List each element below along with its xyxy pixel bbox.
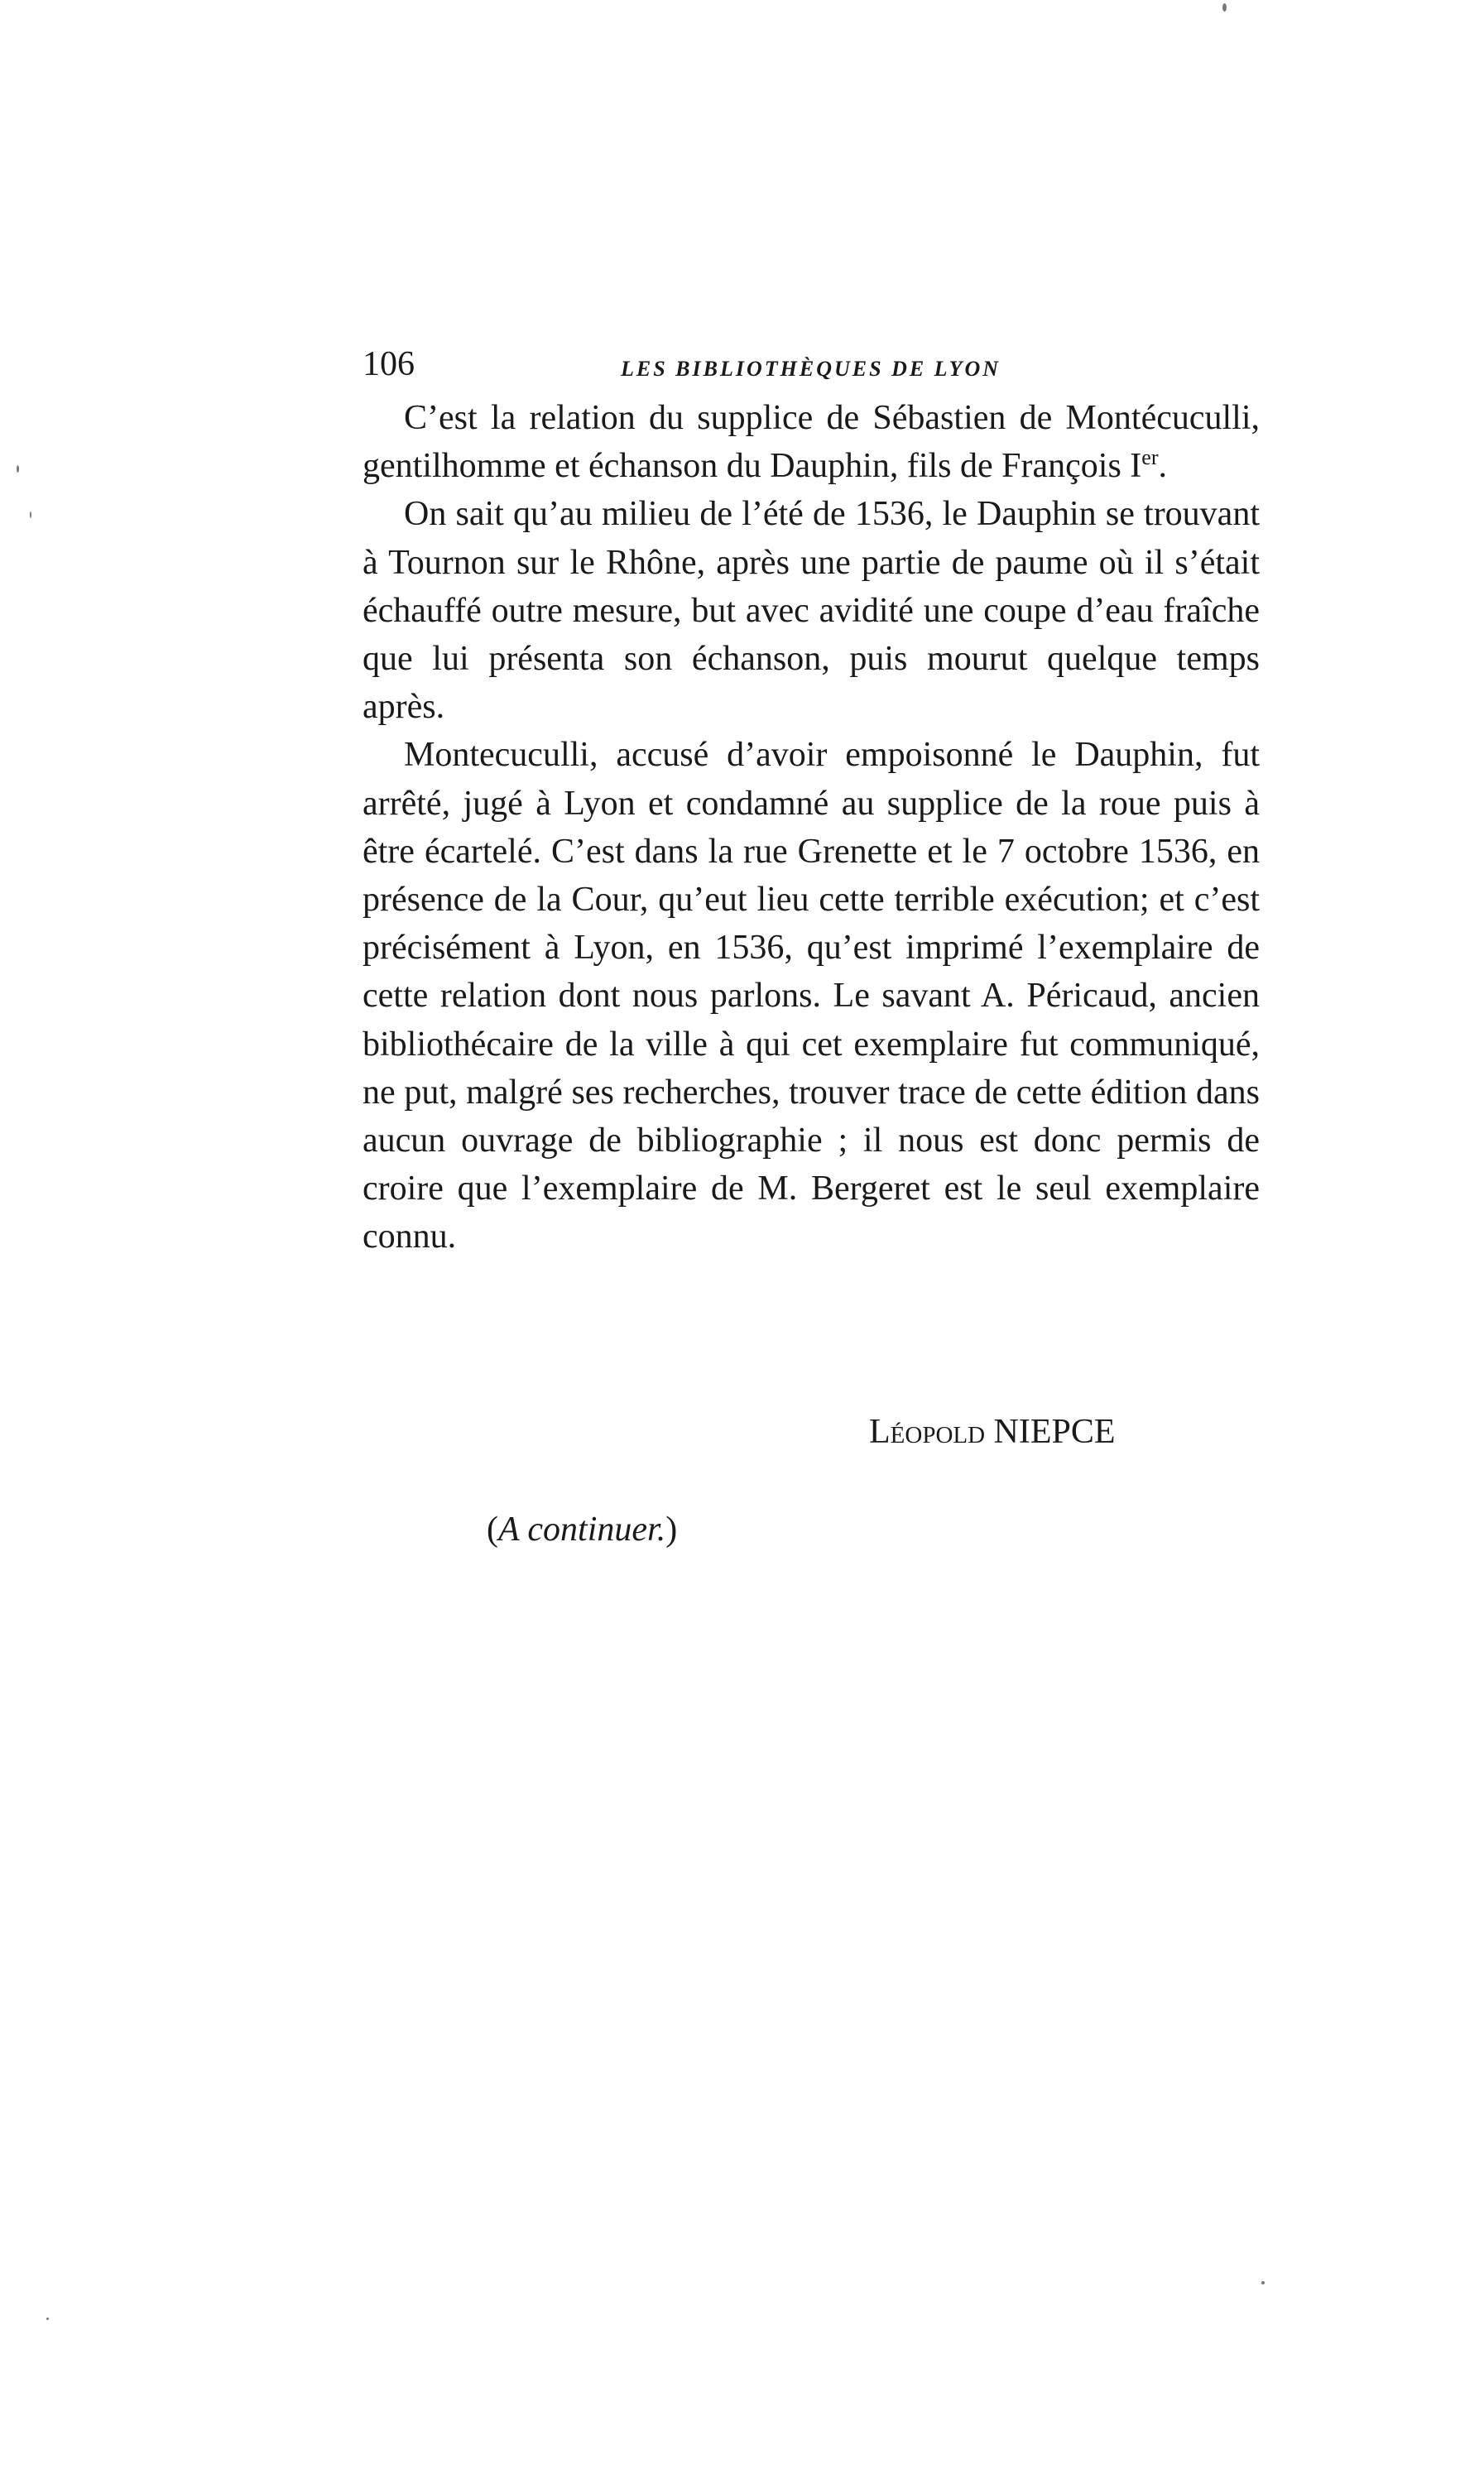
scan-speck [17,465,19,473]
scan-speck [1222,3,1227,12]
paragraph-1 [363,394,1260,490]
author-first-name: Léopold [869,1413,986,1451]
scan-speck [46,2318,49,2320]
paragraph-1-text: C’est la relation du supplice de Sébastien de Montécuculli, gentilhomme et échanson du Dauphin, fils de François I [363,399,1260,486]
running-header [363,339,1265,389]
running-title: LES BIBLIOTHÈQUES DE LYON [621,357,1001,381]
author-last-name: NIEPCE [993,1413,1116,1451]
paragraph-3: Montecuculli, accusé d’avoir empoisonné le Dauphin, fut arrêté, jugé à Lyon et condamné au supplice de la roue puis à être écartelé. C’est dans la rue Grenette et le 7 octobre 1536, en présence de la Cour, qu’eut lieu cette terrible exécution; et c’est précisément à Lyon, en 1536, qu’est imprimé l’exemplaire de cette relation dont nous parlons. Le savant A. Péricaud, ancien bibliothécaire de la ville à qui cet exemplaire fut communiqué, ne put, malgré ses recherches, trouver trace de cette édition dans aucun ouvrage de bibliographie ; il nous est donc permis de croire que l’exemplaire de M. Bergeret est le seul exemplaire connu. [363,736,1260,1256]
scan-speck [30,512,31,518]
scan-speck [1261,2281,1265,2284]
continued-note [487,1505,677,1554]
ordinal-superscript: er [1141,445,1159,470]
paragraph-2: On sait qu’au milieu de l’été de 1536, le Dauphin se trouvant à Tournon sur le Rhône, après une partie de paume où il s’était échauffé outre mesure, but avec avidité une coupe d’eau fraîche que lui présenta son échanson, puis mourut quelque temps après. [363,495,1260,727]
continued-text: A continuer. [498,1511,666,1549]
author-signature [869,1407,1116,1457]
body-text [363,394,1260,1261]
continued-open-paren: ( [487,1511,498,1549]
page-number: 106 [363,345,415,383]
continued-close-paren: ) [665,1511,678,1549]
paragraph-1-tail: . [1158,447,1167,486]
